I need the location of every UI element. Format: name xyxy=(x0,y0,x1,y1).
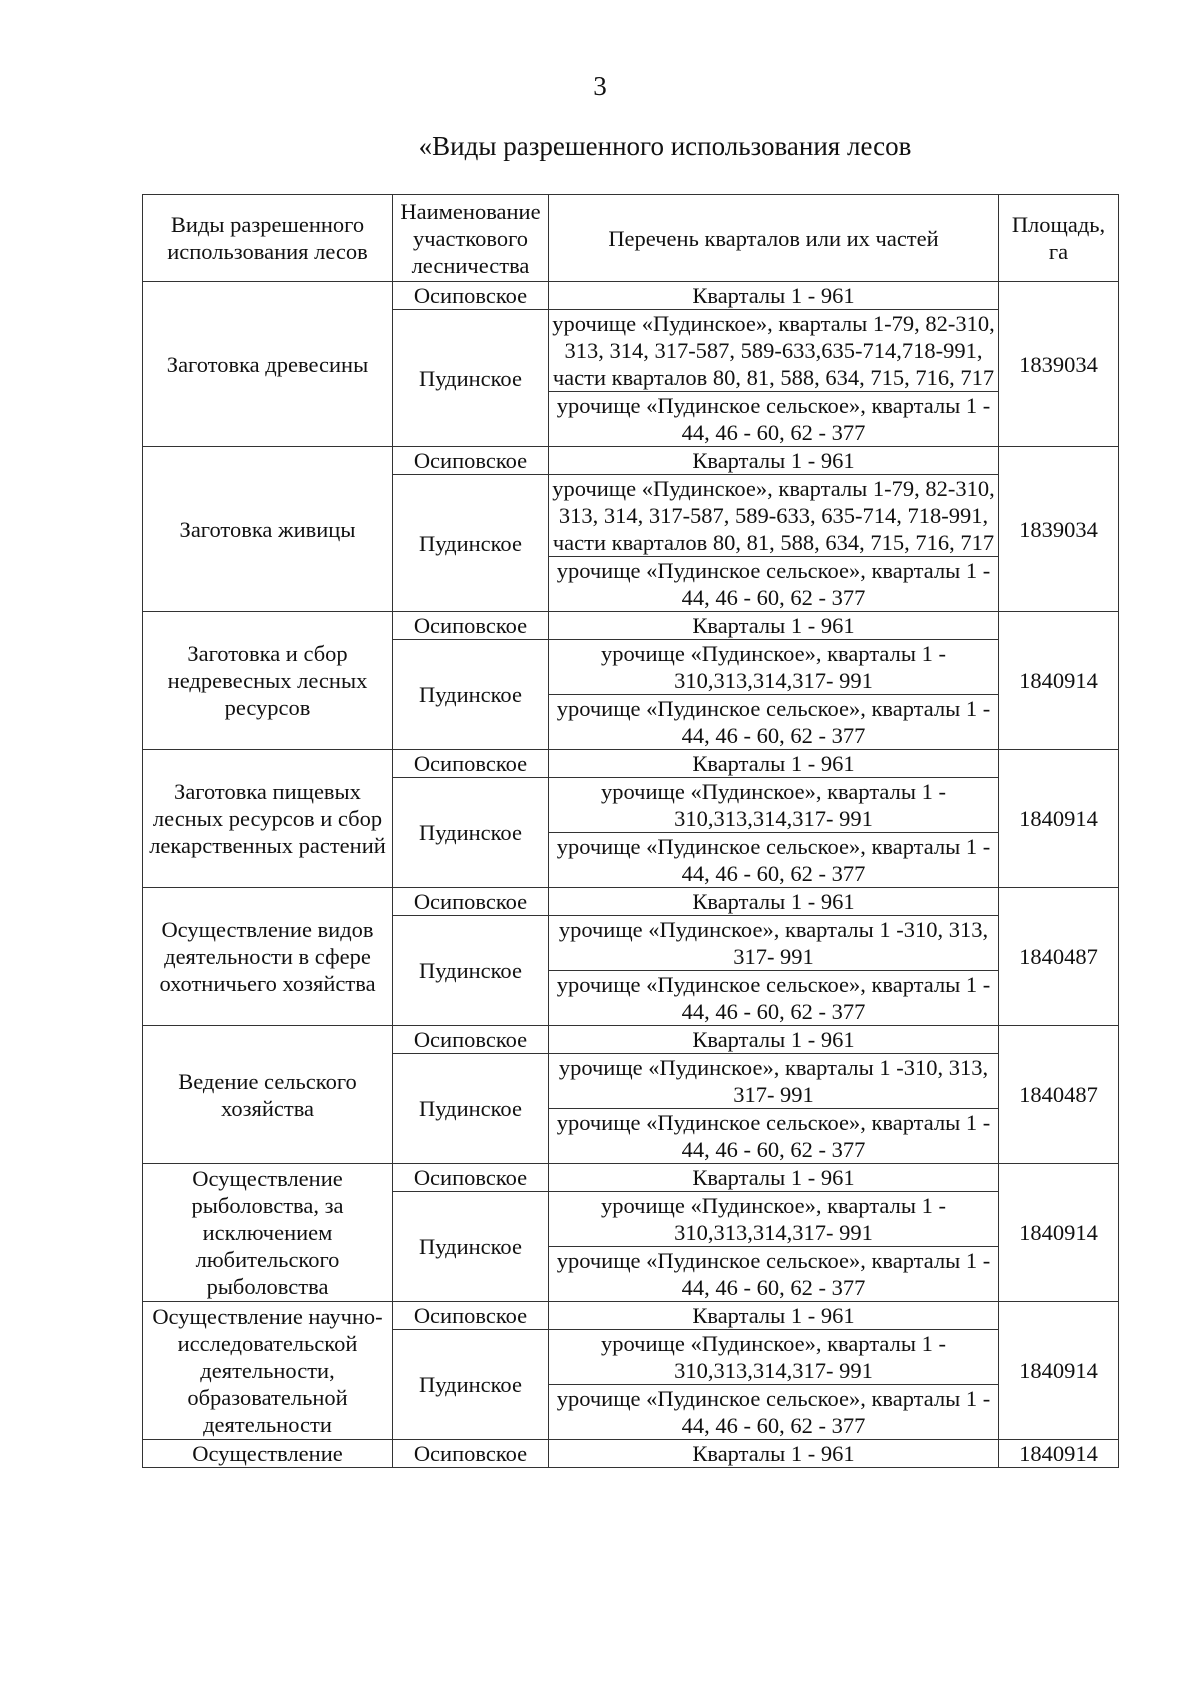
quarters-cell: урочище «Пудинское сельское», кварталы 1 - 44, 46 - 60, 62 - 377 xyxy=(549,833,999,888)
quarters-cell: урочище «Пудинское», кварталы 1 - 310,313,314,317- 991 xyxy=(549,640,999,695)
header-quarters: Перечень кварталов или их частей xyxy=(549,195,999,282)
forestry-cell: Пудинское xyxy=(393,640,549,750)
quarters-cell: урочище «Пудинское сельское», кварталы 1 - 44, 46 - 60, 62 - 377 xyxy=(549,1247,999,1302)
area-cell: 1840914 xyxy=(999,1302,1119,1440)
page-number: 3 xyxy=(593,71,607,101)
quarters-cell: Кварталы 1 - 961 xyxy=(549,1440,999,1468)
area-cell: 1840487 xyxy=(999,1026,1119,1164)
quarters-cell: урочище «Пудинское сельское», кварталы 1 - 44, 46 - 60, 62 - 377 xyxy=(549,392,999,447)
quarters-cell: Кварталы 1 - 961 xyxy=(549,612,999,640)
quarters-cell: урочище «Пудинское», кварталы 1-79, 82-310, 313, 314, 317-587, 589-633, 635-714, 718-991, части кварталов 80, 81, 588, 634, 715, 716, 717 xyxy=(549,475,999,557)
quarters-cell: урочище «Пудинское сельское», кварталы 1 - 44, 46 - 60, 62 - 377 xyxy=(549,557,999,612)
table-row xyxy=(143,888,1119,916)
area-cell: 1839034 xyxy=(999,447,1119,612)
table-title: «Виды разрешенного использования лесов xyxy=(418,131,912,161)
quarters-cell: Кварталы 1 - 961 xyxy=(549,888,999,916)
use-type-cell: Заготовка древесины xyxy=(143,282,393,447)
use-type-cell: Ведение сельского хозяйства xyxy=(143,1026,393,1164)
forestry-cell: Осиповское xyxy=(393,888,549,916)
table-row xyxy=(143,1026,1119,1054)
quarters-cell: урочище «Пудинское», кварталы 1 -310, 313, 317- 991 xyxy=(549,916,999,971)
quarters-cell: Кварталы 1 - 961 xyxy=(549,447,999,475)
use-type-cell: Осуществление рыболовства, за исключением любительского рыболовства xyxy=(143,1164,393,1302)
forestry-cell: Осиповское xyxy=(393,447,549,475)
forestry-cell: Осиповское xyxy=(393,612,549,640)
forestry-cell: Осиповское xyxy=(393,282,549,310)
quarters-cell: Кварталы 1 - 961 xyxy=(549,1164,999,1192)
use-type-cell: Заготовка живицы xyxy=(143,447,393,612)
quarters-cell: урочище «Пудинское сельское», кварталы 1 - 44, 46 - 60, 62 - 377 xyxy=(549,1109,999,1164)
forestry-cell: Пудинское xyxy=(393,475,549,612)
area-cell: 1840914 xyxy=(999,1440,1119,1468)
table-row xyxy=(143,447,1119,475)
use-type-cell: Заготовка и сбор недревесных лесных ресурсов xyxy=(143,612,393,750)
table-row xyxy=(143,1164,1119,1192)
use-type-cell: Заготовка пищевых лесных ресурсов и сбор лекарственных растений xyxy=(143,750,393,888)
header-forestry: Наименование участкового лесничества xyxy=(393,195,549,282)
quarters-cell: урочище «Пудинское», кварталы 1 - 310,313,314,317- 991 xyxy=(549,1192,999,1247)
quarters-cell: Кварталы 1 - 961 xyxy=(549,1302,999,1330)
forestry-cell: Пудинское xyxy=(393,1330,549,1440)
quarters-cell: урочище «Пудинское», кварталы 1 -310, 313, 317- 991 xyxy=(549,1054,999,1109)
area-cell: 1839034 xyxy=(999,282,1119,447)
quarters-cell: урочище «Пудинское сельское», кварталы 1 - 44, 46 - 60, 62 - 377 xyxy=(549,695,999,750)
forestry-cell: Осиповское xyxy=(393,1026,549,1054)
table-row xyxy=(143,612,1119,640)
header-area: Площадь, га xyxy=(999,195,1119,282)
use-type-cell: Осуществление видов деятельности в сфере охотничьего хозяйства xyxy=(143,888,393,1026)
forestry-cell: Осиповское xyxy=(393,1440,549,1468)
area-cell: 1840487 xyxy=(999,888,1119,1026)
forestry-cell: Пудинское xyxy=(393,310,549,447)
quarters-cell: урочище «Пудинское», кварталы 1 - 310,313,314,317- 991 xyxy=(549,778,999,833)
quarters-cell: урочище «Пудинское сельское», кварталы 1 - 44, 46 - 60, 62 - 377 xyxy=(549,1385,999,1440)
quarters-cell: Кварталы 1 - 961 xyxy=(549,282,999,310)
table-header-row xyxy=(143,195,1119,282)
forestry-cell: Пудинское xyxy=(393,778,549,888)
forestry-cell: Осиповское xyxy=(393,750,549,778)
area-cell: 1840914 xyxy=(999,612,1119,750)
quarters-cell: Кварталы 1 - 961 xyxy=(549,1026,999,1054)
table-row xyxy=(143,1302,1119,1330)
area-cell: 1840914 xyxy=(999,750,1119,888)
area-cell: 1840914 xyxy=(999,1164,1119,1302)
forestry-cell: Пудинское xyxy=(393,1192,549,1302)
quarters-cell: урочище «Пудинское», кварталы 1-79, 82-310, 313, 314, 317-587, 589-633,635-714,718-991, части кварталов 80, 81, 588, 634, 715, 716, 717 xyxy=(549,310,999,392)
table-row xyxy=(143,1440,1119,1468)
header-use-type: Виды разрешенного использования лесов xyxy=(143,195,393,282)
land-use-table xyxy=(142,194,1119,1468)
forestry-cell: Пудинское xyxy=(393,916,549,1026)
table-row xyxy=(143,282,1119,310)
use-type-cell: Осуществление xyxy=(143,1440,393,1468)
table-body xyxy=(143,282,1119,1468)
quarters-cell: урочище «Пудинское», кварталы 1 - 310,313,314,317- 991 xyxy=(549,1330,999,1385)
forestry-cell: Пудинское xyxy=(393,1054,549,1164)
quarters-cell: урочище «Пудинское сельское», кварталы 1 - 44, 46 - 60, 62 - 377 xyxy=(549,971,999,1026)
forestry-cell: Осиповское xyxy=(393,1302,549,1330)
forestry-cell: Осиповское xyxy=(393,1164,549,1192)
quarters-cell: Кварталы 1 - 961 xyxy=(549,750,999,778)
use-type-cell: Осуществление научно-исследовательской деятельности, образовательной деятельности xyxy=(143,1302,393,1440)
table-row xyxy=(143,750,1119,778)
